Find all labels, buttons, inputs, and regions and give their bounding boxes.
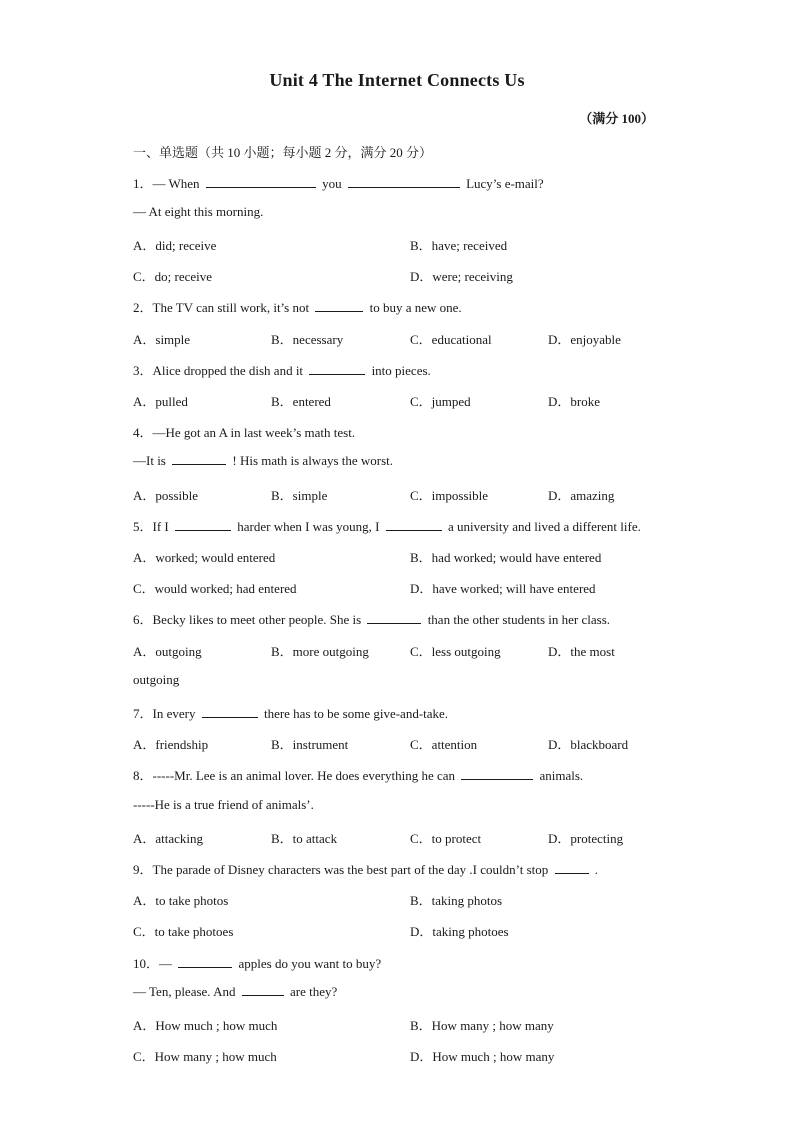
- q5-option-b[interactable]: B．had worked; would have entered: [410, 550, 602, 565]
- q6-text-2: than the other students in her class.: [427, 612, 611, 627]
- answer-blank[interactable]: [461, 768, 533, 780]
- q7-option-d[interactable]: D．blackboard: [548, 737, 629, 752]
- q8-text-2: animals.: [539, 768, 584, 783]
- q6-option-a[interactable]: A．outgoing: [133, 644, 202, 659]
- answer-blank[interactable]: [386, 519, 442, 531]
- q10-text-3: — Ten, please. And: [133, 984, 236, 999]
- q2-text-1: 2．The TV can still work, it’s not: [133, 300, 310, 315]
- q1-text-3: Lucy’s e-mail?: [466, 176, 544, 191]
- q7-option-b[interactable]: B．instrument: [271, 737, 349, 752]
- q9-text-1: 9．The parade of Disney characters was the best part of the day .I couldn’t stop: [133, 862, 549, 877]
- q8-text-1: 8．-----Mr. Lee is an animal lover. He does everything he can: [133, 768, 455, 783]
- q2-option-c[interactable]: C．educational: [410, 332, 492, 347]
- q9-option-c[interactable]: C．to take photoes: [133, 924, 234, 939]
- question-2: [133, 297, 462, 316]
- q5-text-1: 5．If I: [133, 519, 169, 534]
- answer-blank[interactable]: [206, 176, 316, 188]
- q6-option-d-wrap: outgoing: [133, 672, 180, 687]
- q10-text-1: 10．—: [133, 956, 173, 971]
- q4-option-b[interactable]: B．simple: [271, 488, 328, 503]
- q3-option-d[interactable]: D．broke: [548, 394, 600, 409]
- q1-reply: — At eight this morning.: [133, 204, 264, 219]
- q9-option-a[interactable]: A．to take photos: [133, 893, 229, 908]
- full-score-note: （满分 100）: [579, 111, 654, 126]
- answer-blank[interactable]: [242, 984, 284, 996]
- q1-option-a[interactable]: A．did; receive: [133, 238, 217, 253]
- q8-reply: -----He is a true friend of animals’.: [133, 797, 314, 812]
- q1-option-b[interactable]: B．have; received: [410, 238, 508, 253]
- q4-text-1: —It is: [133, 453, 166, 468]
- q10-text-4: are they?: [289, 984, 338, 999]
- q2-option-a[interactable]: A．simple: [133, 332, 191, 347]
- q8-option-d[interactable]: D．protecting: [548, 831, 624, 846]
- question-8: [133, 765, 583, 784]
- answer-blank[interactable]: [175, 519, 231, 531]
- q1-text-2: you: [322, 176, 342, 191]
- q9-option-d[interactable]: D．taking photoes: [410, 924, 509, 939]
- answer-blank[interactable]: [555, 862, 589, 874]
- q2-text-2: to buy a new one.: [369, 300, 462, 315]
- q7-text-2: there has to be some give-and-take.: [263, 706, 449, 721]
- question-9: [133, 859, 598, 878]
- answer-blank[interactable]: [315, 300, 363, 312]
- q4-option-c[interactable]: C．impossible: [410, 488, 489, 503]
- q4-option-a[interactable]: A．possible: [133, 488, 199, 503]
- q10-option-d[interactable]: D．How much ; how many: [410, 1049, 555, 1064]
- question-10: [133, 953, 381, 972]
- q9-text-2: .: [594, 862, 599, 877]
- question-1: [133, 173, 544, 192]
- q3-text-2: into pieces.: [371, 363, 431, 378]
- q6-text-1: 6．Becky likes to meet other people. She is: [133, 612, 362, 627]
- q10-reply: [133, 984, 337, 1000]
- q7-option-a[interactable]: A．friendship: [133, 737, 209, 752]
- q5-option-a[interactable]: A．worked; would entered: [133, 550, 276, 565]
- q1-option-c[interactable]: C．do; receive: [133, 269, 213, 284]
- q7-option-c[interactable]: C．attention: [410, 737, 478, 752]
- q6-option-c[interactable]: C．less outgoing: [410, 644, 501, 659]
- q5-text-3: a university and lived a different life.: [447, 519, 641, 534]
- answer-blank[interactable]: [309, 363, 365, 375]
- q5-option-d[interactable]: D．have worked; will have entered: [410, 581, 596, 596]
- q7-text-1: 7．In every: [133, 706, 196, 721]
- section-heading: 一、单选题（共 10 小题；每小题 2 分，满分 20 分）: [133, 145, 433, 160]
- question-6: [133, 609, 610, 628]
- page-title: Unit 4 The Internet Connects Us: [269, 70, 525, 90]
- q2-option-d[interactable]: D．enjoyable: [548, 332, 621, 347]
- q1-text-1: 1．— When: [133, 176, 200, 191]
- q8-option-a[interactable]: A．attacking: [133, 831, 204, 846]
- q10-text-2: apples do you want to buy?: [238, 956, 382, 971]
- q5-option-c[interactable]: C．would worked; had entered: [133, 581, 297, 596]
- q5-text-2: harder when I was young, I: [237, 519, 380, 534]
- q4-option-d[interactable]: D．amazing: [548, 488, 615, 503]
- q3-option-b[interactable]: B．entered: [271, 394, 331, 409]
- q8-option-c[interactable]: C．to protect: [410, 831, 482, 846]
- q3-option-a[interactable]: A．pulled: [133, 394, 188, 409]
- q8-option-b[interactable]: B．to attack: [271, 831, 338, 846]
- question-5: [133, 516, 641, 535]
- answer-blank[interactable]: [202, 706, 258, 718]
- q2-option-b[interactable]: B．necessary: [271, 332, 344, 347]
- q10-option-a[interactable]: A．How much ; how much: [133, 1018, 278, 1033]
- q1-option-d[interactable]: D．were; receiving: [410, 269, 513, 284]
- q4-reply: [133, 453, 393, 469]
- answer-blank[interactable]: [367, 612, 421, 624]
- q3-option-c[interactable]: C．jumped: [410, 394, 471, 409]
- q9-option-b[interactable]: B．taking photos: [410, 893, 503, 908]
- question-3: [133, 360, 431, 379]
- q3-text-1: 3．Alice dropped the dish and it: [133, 363, 304, 378]
- q6-option-b[interactable]: B．more outgoing: [271, 644, 369, 659]
- q10-option-b[interactable]: B．How many ; how many: [410, 1018, 554, 1033]
- answer-blank[interactable]: [178, 956, 232, 968]
- question-4: 4．—He got an A in last week’s math test.: [133, 425, 356, 440]
- answer-blank[interactable]: [348, 176, 460, 188]
- question-7: [133, 703, 448, 722]
- q10-option-c[interactable]: C．How many ; how much: [133, 1049, 277, 1064]
- answer-blank[interactable]: [172, 453, 226, 465]
- q4-text-2: ! His math is always the worst.: [232, 453, 394, 468]
- q6-option-d[interactable]: D．the most: [548, 644, 615, 659]
